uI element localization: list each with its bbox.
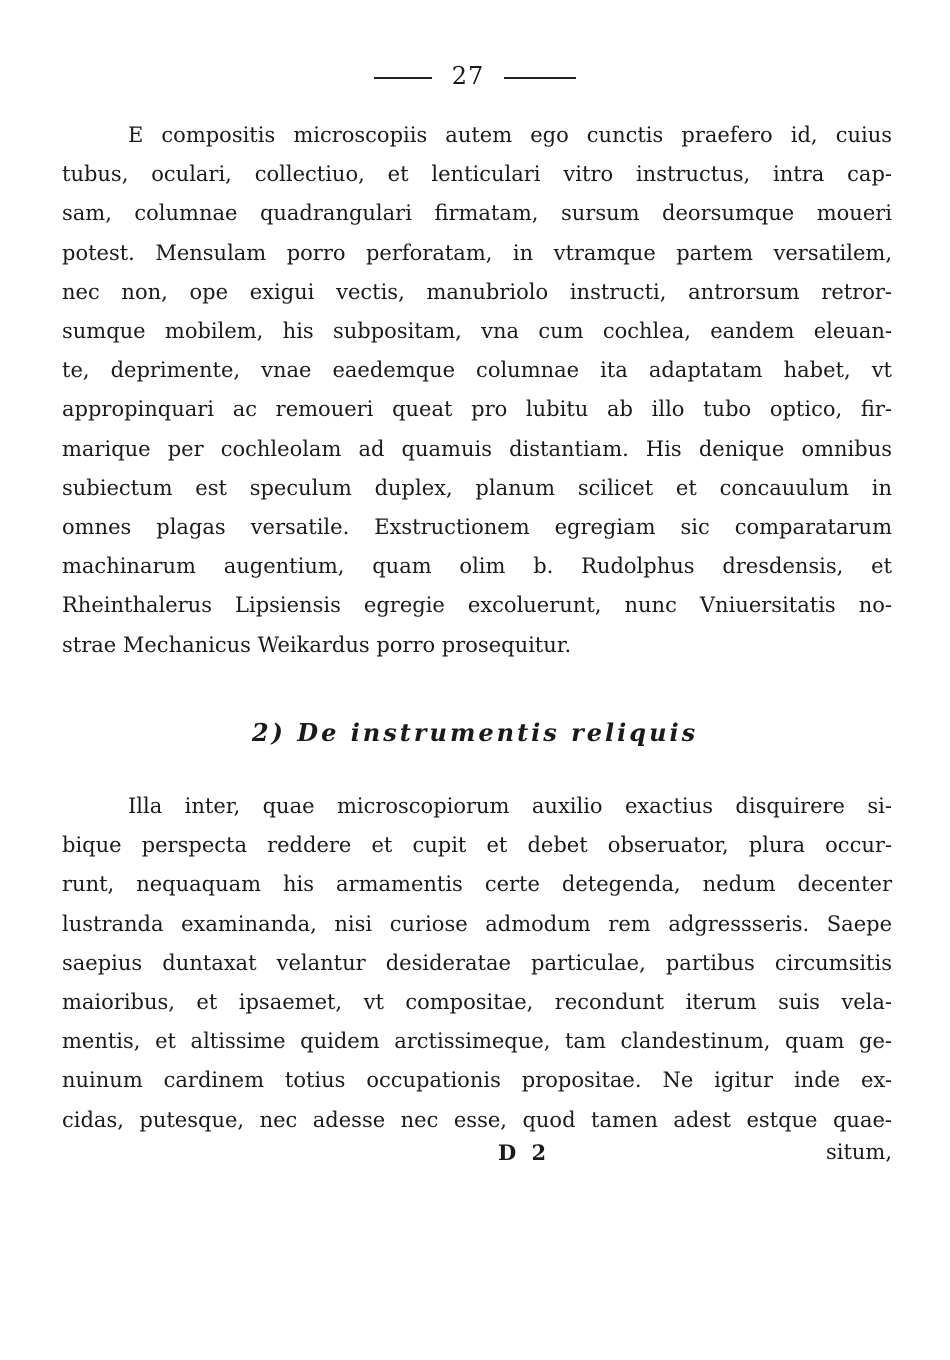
paragraph-line: maioribus, et ipsaemet, vt compositae, recondunt iterum suis vela- — [62, 990, 892, 1015]
paragraph-line: Rheinthalerus Lipsiensis egregie excoluerunt, nunc Vniuersitatis no- — [62, 593, 892, 618]
paragraph-line: potest. Mensulam porro perforatam, in vtramque partem versatilem, — [62, 240, 892, 265]
paragraph-line: saepius duntaxat velantur desideratae particulae, partibus circumsitis — [62, 950, 892, 975]
page-number: 27 — [451, 62, 485, 90]
header-rule-right — [504, 77, 576, 79]
signature-mark: D 2 — [498, 1140, 551, 1165]
paragraph-line: nec non, ope exigui vectis, manubriolo instructi, antrorsum retror- — [62, 279, 892, 304]
paragraph-line: tubus, oculari, collectiuo, et lenticulari vitro instructus, intra cap- — [62, 162, 892, 187]
section-heading: 2) De instrumentis reliquis — [251, 718, 699, 747]
paragraph-line: runt, nequaquam his armamentis certe detegenda, nedum decenter — [62, 872, 892, 897]
paragraph-line: lustranda examinanda, nisi curiose admodum rem adgressseris. Saepe — [62, 911, 892, 936]
paragraph-1 — [62, 116, 892, 665]
paragraph-line: subiectum est speculum duplex, planum scilicet et concauulum in — [62, 475, 892, 500]
paragraph-line: strae Mechanicus Weikardus porro prosequitur. — [62, 632, 572, 657]
paragraph-line: omnes plagas versatile. Exstructionem egregiam sic comparatarum — [62, 515, 892, 540]
paragraph-line: sumque mobilem, his subpositam, vna cum cochlea, eandem eleuan- — [62, 319, 892, 344]
paragraph-line: E compositis microscopiis autem ego cunctis praefero id, cuius — [128, 123, 892, 147]
paragraph-line: marique per cochleolam ad quamuis distantiam. His denique omnibus — [62, 436, 892, 461]
paragraph-line: nuinum cardinem totius occupationis propositae. Ne igitur inde ex- — [62, 1068, 892, 1093]
header-rule-left — [374, 77, 432, 79]
paragraph-line: appropinquari ac remoueri queat pro lubitu ab illo tubo optico, fir- — [62, 397, 892, 422]
paragraph-line: sam, columnae quadrangulari firmatam, sursum deorsumque moueri — [62, 201, 892, 226]
paragraph-line: cidas, putesque, nec adesse nec esse, quod tamen adest estque quae- — [62, 1107, 892, 1132]
paragraph-line: te, deprimente, vnae eaedemque columnae ita adaptatam habet, vt — [62, 358, 892, 383]
catchword: situm, — [825, 1140, 892, 1164]
page-header — [0, 62, 950, 90]
paragraph-2 — [62, 787, 892, 1140]
paragraph-line: mentis, et altissime quidem arctissimeque, tam clandestinum, quam ge- — [62, 1029, 892, 1054]
paragraph-line: bique perspecta reddere et cupit et debet obseruator, plura occur- — [62, 833, 892, 858]
paragraph-line: machinarum augentium, quam olim b. Rudolphus dresdensis, et — [62, 554, 892, 579]
page-footer — [62, 1140, 892, 1180]
paragraph-line: Illa inter, quae microscopiorum auxilio exactius disquirere si- — [128, 794, 892, 818]
